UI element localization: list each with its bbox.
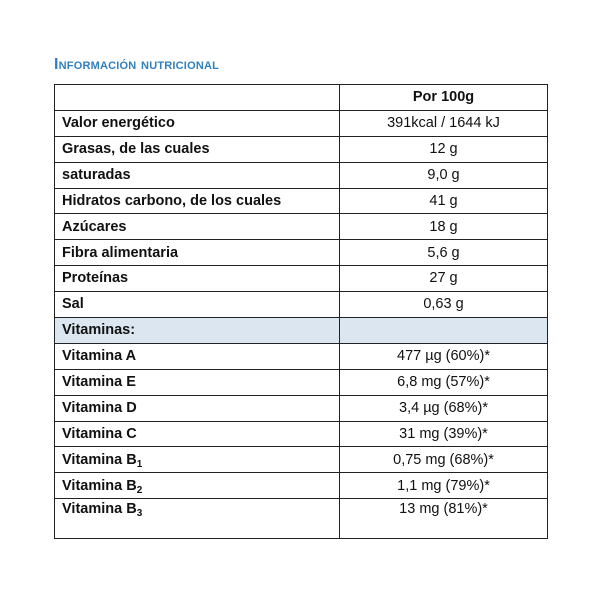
row-value: 5,6 g	[340, 240, 548, 266]
row-label: Proteínas	[55, 266, 340, 292]
vitamin-value: 477 µg (60%)*	[340, 343, 548, 369]
row-value: 18 g	[340, 214, 548, 240]
table-header-row	[55, 85, 548, 111]
vitamin-row	[55, 369, 548, 395]
table-row	[55, 110, 548, 136]
vitamin-value: 31 mg (39%)*	[340, 421, 548, 447]
vitamin-label: Vitamina $B_3$	[55, 499, 340, 539]
row-value: 41 g	[340, 188, 548, 214]
row-label: Sal	[55, 292, 340, 318]
table-row	[55, 214, 548, 240]
vitamin-label: Vitamina $B_1$	[55, 447, 340, 473]
row-value: 27 g	[340, 266, 548, 292]
row-label: Grasas, de las cuales	[55, 136, 340, 162]
row-label: Hidratos carbono, de los cuales	[55, 188, 340, 214]
vitamin-label: Vitamina D	[55, 395, 340, 421]
row-label: Valor energético	[55, 110, 340, 136]
table-row	[55, 266, 548, 292]
vitamin-value: 1,1 mg (79%)*	[340, 473, 548, 499]
header-label-cell	[55, 85, 340, 111]
vitamin-row	[55, 421, 548, 447]
header-value-cell: Por 100g	[340, 85, 548, 111]
row-value: 391kcal / 1644 kJ	[340, 110, 548, 136]
table-row	[55, 162, 548, 188]
nutrition-table	[54, 84, 548, 539]
row-value: 0,63 g	[340, 292, 548, 318]
row-label: Azúcares	[55, 214, 340, 240]
table-row	[55, 188, 548, 214]
vitamin-value: 0,75 mg (68%)*	[340, 447, 548, 473]
vitamin-value: 6,8 mg (57%)*	[340, 369, 548, 395]
vitamin-label: Vitamina A	[55, 343, 340, 369]
vitamin-label: Vitamina E	[55, 369, 340, 395]
vitamin-value: 3,4 µg (68%)*	[340, 395, 548, 421]
vitamin-value: 13 mg (81%)*	[340, 499, 548, 539]
vitamin-label: Vitamina $B_2$	[55, 473, 340, 499]
row-value: 9,0 g	[340, 162, 548, 188]
page-title: Información nutricional	[54, 56, 220, 73]
row-label: saturadas	[55, 162, 340, 188]
section-value	[340, 318, 548, 344]
vitamin-row	[55, 473, 548, 499]
vitamins-section-row	[55, 318, 548, 344]
section-label: Vitaminas:	[55, 318, 340, 344]
vitamin-row	[55, 447, 548, 473]
vitamin-row	[55, 395, 548, 421]
vitamin-label: Vitamina C	[55, 421, 340, 447]
vitamin-row	[55, 499, 548, 539]
table-row	[55, 240, 548, 266]
row-label: Fibra alimentaria	[55, 240, 340, 266]
table-row	[55, 136, 548, 162]
row-value: 12 g	[340, 136, 548, 162]
vitamin-row	[55, 343, 548, 369]
table-row	[55, 292, 548, 318]
